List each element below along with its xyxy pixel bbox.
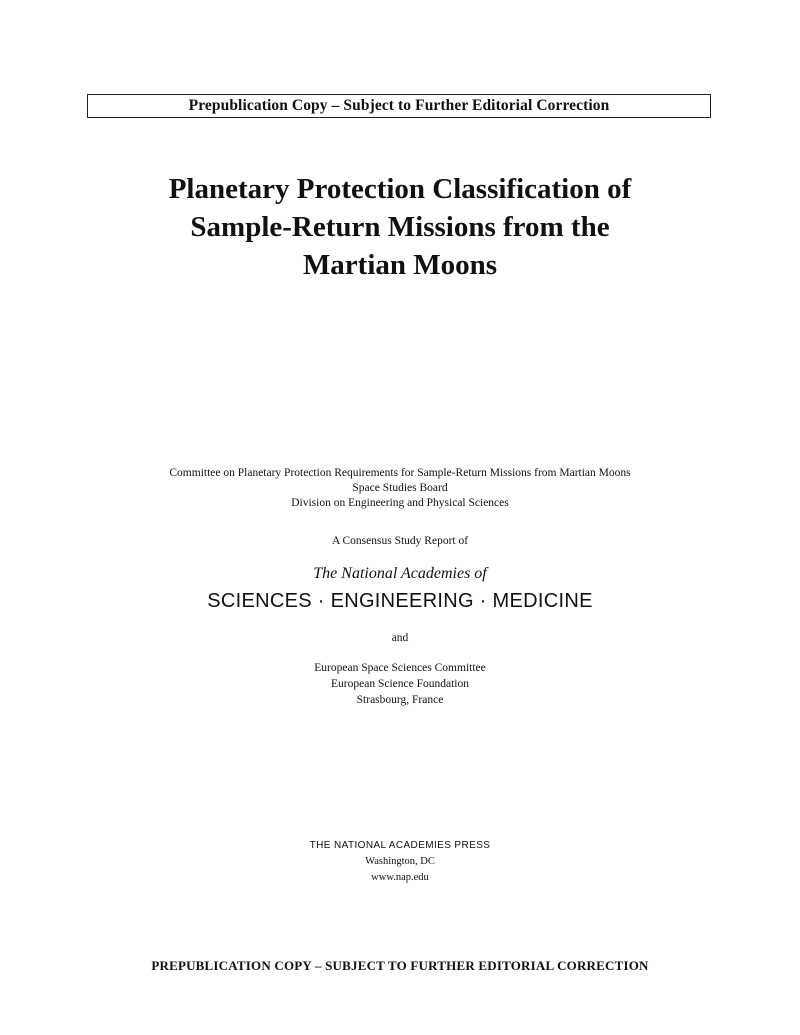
report-title-line-1: Planetary Protection Classification of xyxy=(168,173,632,205)
publisher-name: THE NATIONAL ACADEMIES PRESS xyxy=(309,840,491,851)
prepublication-footer: PREPUBLICATION COPY – SUBJECT TO FURTHER EDITORIAL CORRECTION xyxy=(151,958,649,973)
publisher-location: Washington, DC xyxy=(365,856,435,867)
prepublication-banner-text: Prepublication Copy – Subject to Further Editorial Correction xyxy=(188,97,610,114)
consensus-study-label: A Consensus Study Report of xyxy=(331,535,469,547)
partner-location: Strasbourg, France xyxy=(356,694,444,706)
academies-wordmark: SCIENCES · ENGINEERING · MEDICINE xyxy=(207,590,593,612)
prepublication-banner xyxy=(87,94,711,118)
partner-organizations xyxy=(0,660,800,708)
committee-name: Committee on Planetary Protection Requirements for Sample-Return Missions from Martian Moons xyxy=(169,467,631,479)
academies-tagline: The National Academies of xyxy=(313,565,487,582)
esf-name: European Science Foundation xyxy=(331,678,469,690)
essc-name: European Space Sciences Committee xyxy=(314,662,486,674)
report-title-line-3: Martian Moons xyxy=(302,249,498,281)
publisher-url: www.nap.edu xyxy=(371,872,429,883)
publisher-block xyxy=(0,838,800,886)
report-title-line-2: Sample-Return Missions from the xyxy=(190,211,610,243)
board-name: Space Studies Board xyxy=(352,482,448,494)
authoring-bodies xyxy=(0,466,800,511)
and-connector: and xyxy=(391,632,409,644)
division-name: Division on Engineering and Physical Sciences xyxy=(291,497,509,509)
report-title xyxy=(0,170,800,284)
